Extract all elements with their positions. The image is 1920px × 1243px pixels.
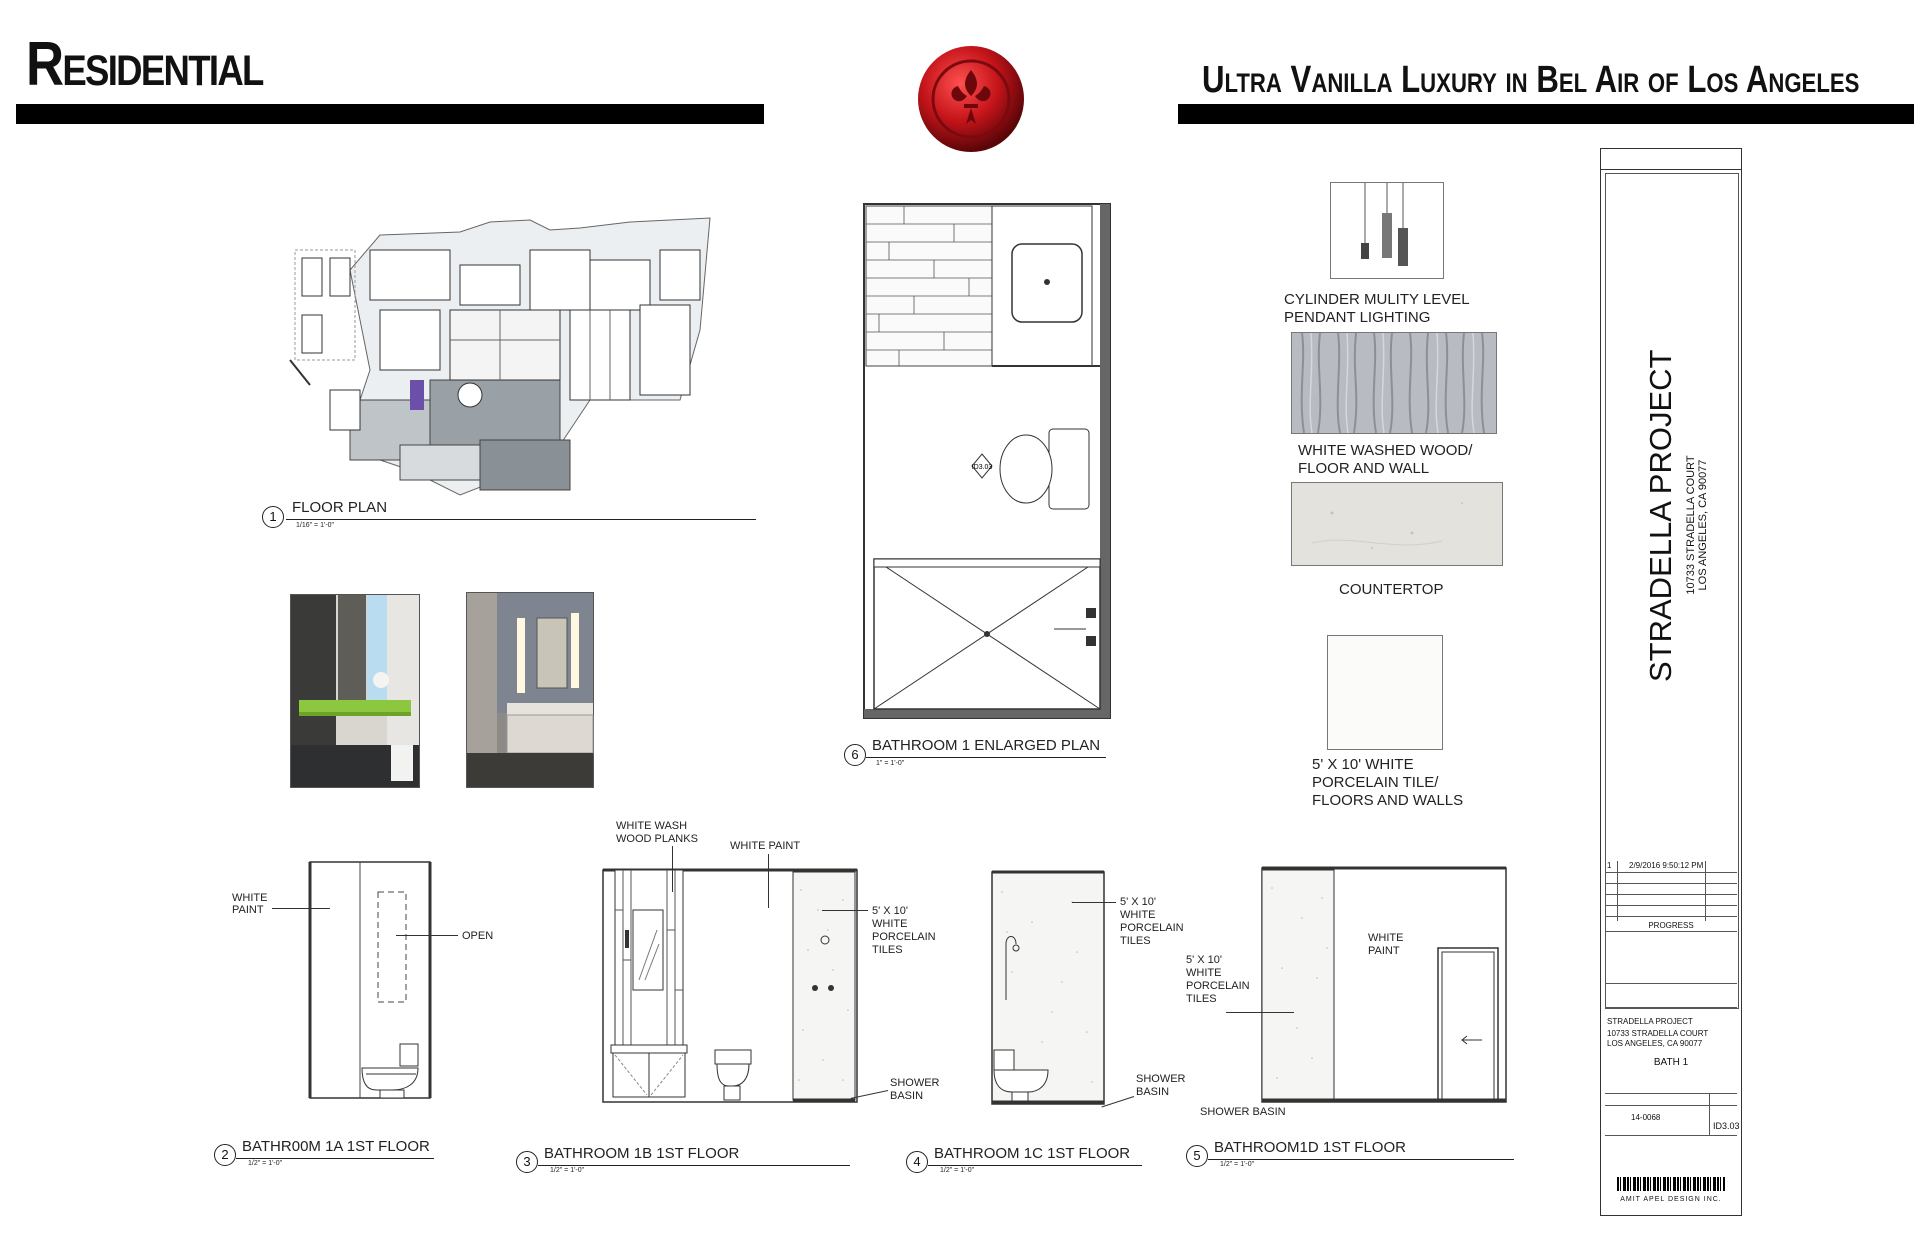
note-label: WHITE: [1120, 909, 1156, 921]
drawing-title: FLOOR PLAN: [292, 499, 388, 516]
leader-line: [1226, 1012, 1294, 1013]
porcelain-tile-swatch: [1327, 635, 1443, 750]
drawing-title-rule: [928, 1165, 1142, 1166]
note-label: 5' X 10': [1120, 896, 1157, 908]
drawing-title-rule: [236, 1158, 434, 1159]
block-address: LOS ANGELES, CA 90077: [1607, 1039, 1703, 1048]
note-label: WOOD PLANKS: [616, 833, 698, 845]
drawing-title-rule: [538, 1165, 850, 1166]
drawing-number-badge: 4: [906, 1151, 928, 1173]
drawing-title-rule: [1208, 1159, 1514, 1160]
countertop-swatch: [1291, 482, 1503, 566]
project-tagline: Ultra Vanilla Luxury in Bel Air of Los Angeles: [1202, 59, 1860, 101]
washed-wood-swatch: [1291, 332, 1497, 434]
project-name-vertical: STRADELLA PROJECT: [1643, 349, 1678, 682]
drawing-scale: 1/2" = 1'-0": [940, 1167, 975, 1174]
drawing-scale: 1" = 1'-0": [876, 760, 905, 767]
table-rule: [1605, 1105, 1737, 1106]
firm-name: AMIT APEL DESIGN INC.: [1620, 1196, 1722, 1203]
leader-line: [768, 854, 769, 908]
table-col-rule: [1617, 861, 1618, 921]
note-label: BASIN: [1136, 1086, 1170, 1098]
drawing-number-badge: 3: [516, 1151, 538, 1173]
title-block: [1600, 148, 1742, 1216]
drawing-number-badge: 2: [214, 1144, 236, 1166]
block-address: 10733 STRADELLA COURT: [1607, 1029, 1709, 1038]
note-label: WHITE WASH: [616, 820, 688, 832]
drawing-title-rule: [866, 757, 1106, 758]
note-label: TILES: [1186, 993, 1217, 1005]
note-label: WHITE: [1368, 932, 1404, 944]
block-project-name: STRADELLA PROJECT: [1607, 1017, 1693, 1026]
table-rule: [1605, 931, 1737, 932]
note-label: PAINT: [232, 904, 264, 916]
drawing-title-rule: [286, 519, 756, 520]
wax-seal-logo: [916, 44, 1026, 154]
revision-number: 1: [1607, 861, 1612, 870]
note-label: WHITE: [872, 918, 908, 930]
note-label: 5' X 10': [872, 905, 909, 917]
note-label: BASIN: [890, 1090, 924, 1102]
revision-table: [1605, 861, 1737, 921]
elevation-1b: [603, 870, 857, 1102]
drawing-title: BATHROOM 1B 1ST FLOOR: [544, 1145, 740, 1162]
table-rule: [1605, 894, 1737, 895]
header-bar-right: [1178, 104, 1914, 124]
bathroom-enlarged-plan: [864, 204, 1110, 718]
project-number: 14-0068: [1631, 1113, 1661, 1122]
drawing-scale: 1/2" = 1'-0": [1220, 1161, 1255, 1168]
note-label: TILES: [1120, 935, 1151, 947]
drawing-title: BATHR00M 1A 1ST FLOOR: [242, 1138, 430, 1155]
note-label: SHOWER BASIN: [1200, 1106, 1286, 1118]
floor-plan-drawing: [290, 210, 740, 500]
material-label: PENDANT LIGHTING: [1284, 309, 1431, 326]
leader-line: [272, 908, 330, 909]
note-label: PORCELAIN: [1186, 980, 1250, 992]
leader-line: [822, 910, 868, 911]
header-bar-left: [16, 104, 764, 124]
sheet-category-title: Residential: [26, 30, 263, 99]
drawing-scale: 1/2" = 1'-0": [248, 1160, 283, 1167]
table-rule: [1605, 883, 1737, 884]
material-label: FLOOR AND WALL: [1298, 460, 1430, 477]
sheet-name: BATH 1: [1653, 1057, 1689, 1068]
drawing-scale: 1/16" = 1'-0": [296, 522, 335, 529]
note-label: WHITE PAINT: [730, 840, 801, 852]
note-label: WHITE: [232, 892, 268, 904]
drawing-scale: 1/2" = 1'-0": [550, 1167, 585, 1174]
note-label: 5' X 10': [1186, 954, 1223, 966]
fleur-de-lis-seal-icon: [916, 44, 1026, 154]
drawing-number-badge: 1: [262, 506, 284, 528]
elevation-1d: [1262, 868, 1506, 1102]
project-address-vertical: LOS ANGELES, CA 90077: [1697, 459, 1709, 591]
note-label: PORCELAIN: [1120, 922, 1184, 934]
bathroom-photo-1: [290, 594, 420, 788]
elevation-1c: [992, 872, 1104, 1104]
material-label: FLOORS AND WALLS: [1312, 792, 1464, 809]
note-label: OPEN: [462, 930, 494, 942]
leader-line: [672, 846, 673, 892]
note-label: WHITE: [1186, 967, 1222, 979]
note-label: SHOWER: [890, 1077, 940, 1089]
table-rule: [1605, 872, 1737, 873]
svg-text:ID3.03: ID3.03: [971, 464, 993, 471]
drawing-title: BATHROOM 1 ENLARGED PLAN: [872, 737, 1101, 754]
drawing-number-badge: 5: [1186, 1145, 1208, 1167]
barcode: [1617, 1177, 1725, 1191]
leader-line: [1102, 1096, 1135, 1107]
note-label: PORCELAIN: [872, 931, 936, 943]
table-rule: [1605, 1007, 1737, 1008]
table-col-rule: [1709, 1093, 1710, 1135]
elevation-1a: [310, 862, 430, 1098]
table-rule: [1605, 916, 1737, 917]
bathroom-photo-2: [466, 592, 594, 788]
table-col-rule: [1705, 861, 1706, 921]
table-rule: [1605, 1093, 1737, 1094]
note-label: SHOWER: [1136, 1073, 1186, 1085]
revision-date: 2/9/2016 9:50:12 PM: [1629, 861, 1704, 870]
drawing-title: BATHROOM 1C 1ST FLOOR: [934, 1145, 1131, 1162]
project-address-vertical: 10733 STRADELLA COURT: [1685, 455, 1697, 595]
material-label: CYLINDER MULITY LEVEL: [1284, 291, 1470, 308]
status-text: PROGRESS: [1648, 921, 1694, 930]
table-rule: [1605, 983, 1737, 984]
drawing-number-badge: 6: [844, 744, 866, 766]
table-rule: [1605, 1135, 1737, 1136]
note-label: TILES: [872, 944, 903, 956]
table-rule: [1605, 905, 1737, 906]
material-label: COUNTERTOP: [1339, 581, 1444, 598]
pendant-lighting-swatch: [1330, 182, 1444, 279]
drawing-title: BATHROOM1D 1ST FLOOR: [1214, 1139, 1406, 1156]
note-label: PAINT: [1368, 945, 1400, 957]
title-block-top-rule: [1601, 169, 1741, 170]
leader-line: [1072, 902, 1116, 903]
material-label: WHITE WASHED WOOD/: [1298, 442, 1473, 459]
material-label: 5' X 10' WHITE: [1312, 756, 1414, 773]
sheet-number: ID3.03: [1713, 1121, 1740, 1131]
material-label: PORCELAIN TILE/: [1312, 774, 1439, 791]
leader-line: [396, 935, 458, 936]
